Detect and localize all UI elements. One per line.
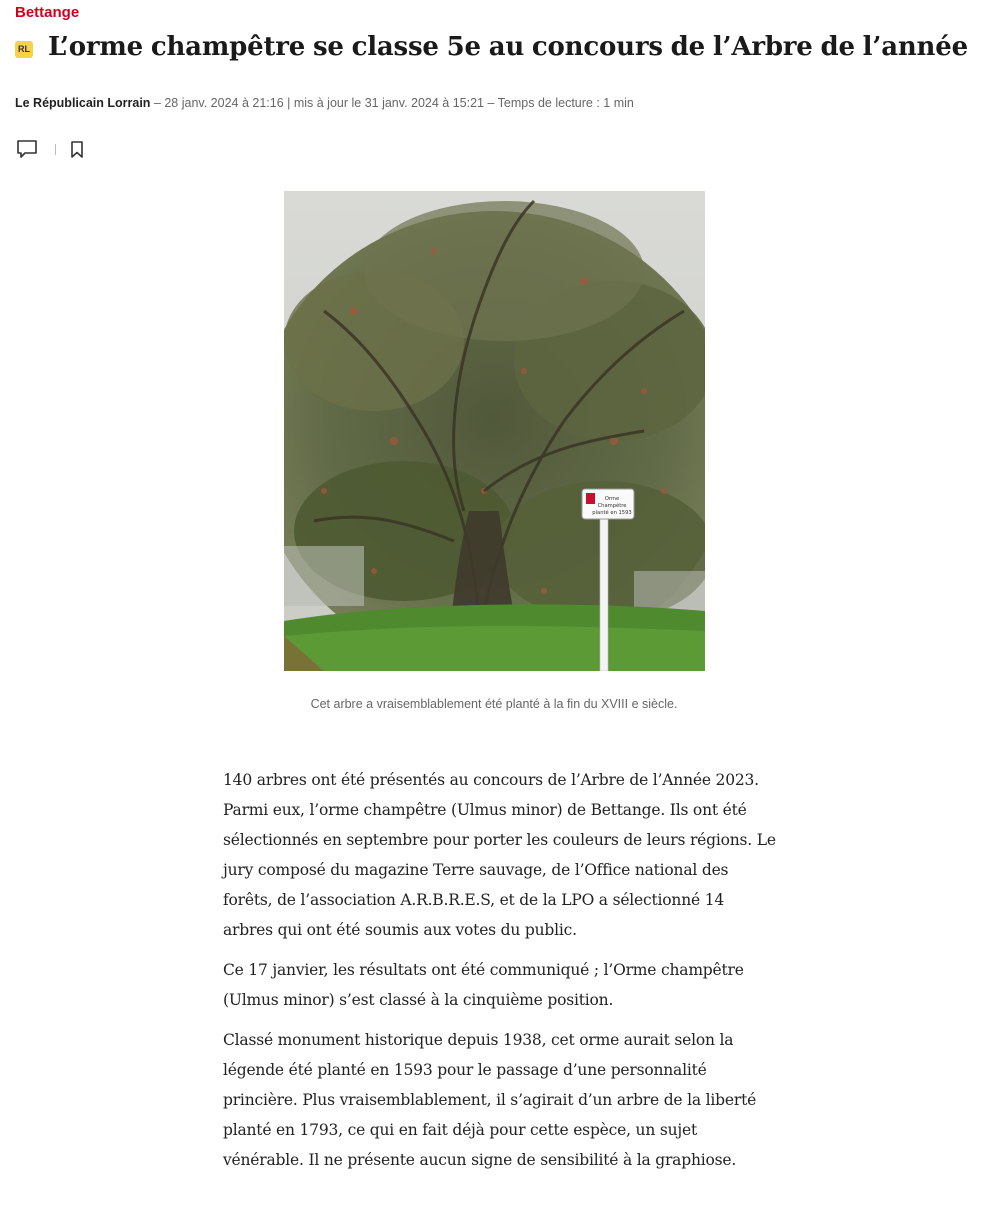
byline xyxy=(15,96,634,110)
article-paragraph: 140 arbres ont été présentés au concours de l’Arbre de l’Année 2023. Parmi eux, l’orme champêtre (Ulmus minor) de Bettange. Ils ont été sélectionnés en septembre pour porter les couleurs de leurs régions. Le jury composé du magazine Terre sauvage, de l’Office national des forêts, de l’association A.R.B.R.E.S, et de la LPO a sélectionné 14 arbres qui ont été soumis aux votes du public. xyxy=(223,771,776,939)
headline-row xyxy=(15,32,968,62)
article-paragraph: Classé monument historique depuis 1938, cet orme aurait selon la légende été planté en 1593 pour le passage d’une personnalité princière. Plus vraisemblablement, il s’agirait d’un arbre de la liberté planté en 1793, ce qui en fait déjà pour cette espèce, un sujet vénérable. Il ne présente aucun signe de sensibilité à la graphiose. xyxy=(223,1031,757,1169)
byline-details: – 28 janv. 2024 à 21:16 | mis à jour le 31 janv. 2024 à 15:21 – Temps de lecture : 1 min xyxy=(150,96,634,110)
byline-author[interactable]: Le Républicain Lorrain xyxy=(15,96,151,110)
article-paragraph: Ce 17 janvier, les résultats ont été communiqué ; l’Orme champêtre (Ulmus minor) s’est classé à la cinquième position. xyxy=(223,961,744,1009)
republicain-lorrain-badge-icon: RL xyxy=(15,41,33,58)
section-kicker[interactable]: Bettange xyxy=(15,4,80,21)
tree-photo-illustration xyxy=(284,191,705,671)
comment-icon[interactable] xyxy=(15,138,39,160)
article-photo[interactable] xyxy=(284,191,705,671)
article-body xyxy=(223,765,778,1185)
actions-divider xyxy=(55,144,56,155)
sign-line-2: Champêtre xyxy=(597,503,627,509)
sign-line-3: planté en 1593 xyxy=(592,510,632,516)
sign-line-1: Orme xyxy=(604,496,620,502)
bookmark-icon[interactable] xyxy=(68,138,86,160)
article-title: L’orme champêtre se classe 5e au concours de l’Arbre de l’année xyxy=(48,32,968,62)
photo-caption: Cet arbre a vraisemblablement été planté à la fin du XVIII e siècle. xyxy=(310,697,678,711)
article-actions xyxy=(15,138,86,160)
